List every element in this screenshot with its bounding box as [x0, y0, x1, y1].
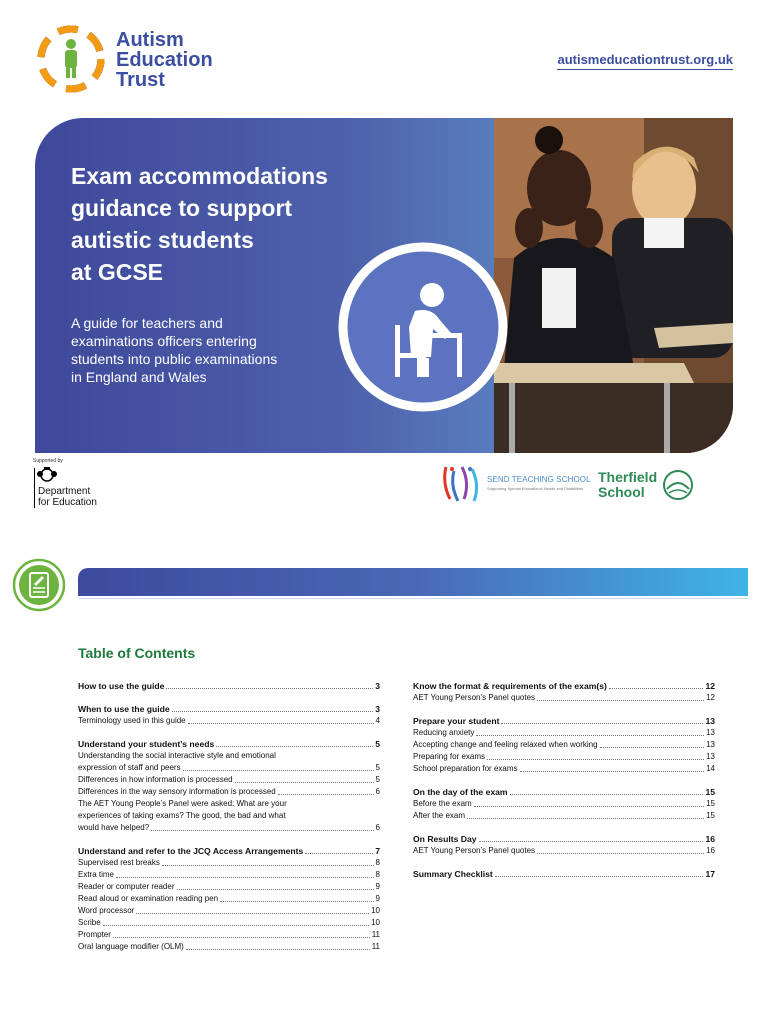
toc-entry-text: Understanding the social interactive style and emotional: [78, 751, 276, 760]
send-school-name: SEND TEACHING SCHOOL: [487, 475, 591, 484]
brand-line: Education: [116, 49, 213, 71]
toc-entry[interactable]: Understand and refer to the JCQ Access Arrangements 7: [78, 846, 380, 856]
toc-entry[interactable]: Extra time 8: [78, 870, 380, 879]
brand-line: Autism: [116, 29, 184, 51]
toc-entry[interactable]: Summary Checklist 17: [413, 869, 715, 879]
toc-entry[interactable]: AET Young Person’s Panel quotes 12: [413, 693, 715, 702]
toc-entry[interactable]: Scribe 10: [78, 918, 380, 927]
document-edit-icon: [12, 558, 66, 612]
document-title: Exam accommodations guidance to support autistic students at GCSE: [71, 163, 328, 285]
toc-entry-text: The AET Young People’s Panel were asked: What are your: [78, 799, 287, 808]
toc-entry[interactable]: expression of staff and peers 5: [78, 763, 380, 772]
student-writing-icon: [333, 237, 513, 417]
toc-entry[interactable]: After the exam 15: [413, 811, 715, 820]
royal-crest-icon: [36, 466, 58, 484]
toc-entry[interactable]: Understand your student’s needs 5: [78, 739, 380, 749]
toc-entry[interactable]: would have helped? 6: [78, 823, 380, 832]
students-exam-photo: [494, 118, 733, 453]
toc-entry[interactable]: Prepare your student 13: [413, 716, 715, 726]
dfe-name: Department for Education: [38, 486, 97, 508]
supported-by-dfe: [33, 458, 97, 508]
toc-entry[interactable]: Accepting change and feeling relaxed when working 13: [413, 740, 715, 749]
toc-entry[interactable]: Oral language modifier (OLM) 11: [78, 942, 380, 951]
toc-entry[interactable]: AET Young Person’s Panel quotes 16: [413, 846, 715, 855]
toc-right-column: [413, 680, 715, 880]
toc-entry[interactable]: Before the exam 15: [413, 799, 715, 808]
website-link[interactable]: autismeducationtrust.org.uk: [557, 52, 733, 70]
toc-entry[interactable]: Differences in the way sensory information is processed 6: [78, 787, 380, 796]
toc-entry[interactable]: On the day of the exam 15: [413, 787, 715, 797]
send-school-tagline: Supporting Special Educational Needs and Disabilities: [487, 486, 584, 491]
toc-left-column: [78, 680, 380, 953]
toc-entry[interactable]: Reader or computer reader 9: [78, 882, 380, 891]
supported-by-label: Supported by: [33, 458, 63, 464]
hero-banner: [35, 118, 733, 453]
aet-logo-icon: [34, 22, 108, 96]
therfield-school-name: Therfield School: [598, 469, 658, 500]
toc-entry[interactable]: Supervised rest breaks 8: [78, 858, 380, 867]
toc-entry[interactable]: Know the format & requirements of the exam(s) 12: [413, 681, 715, 691]
toc-entry[interactable]: Differences in how information is processed 5: [78, 775, 380, 784]
section-header-bar: [78, 568, 748, 596]
brand-line: Trust: [116, 69, 165, 91]
toc-entry[interactable]: Read aloud or examination reading pen 9: [78, 894, 380, 903]
document-subtitle: A guide for teachers and examinations officers entering students into public examinations in England and Wales: [71, 315, 278, 385]
therfield-crest-icon: [661, 469, 695, 501]
dfe-divider: [34, 468, 35, 508]
toc-heading: Table of Contents: [78, 645, 196, 661]
section-divider: [78, 598, 748, 599]
toc-entry[interactable]: On Results Day 16: [413, 834, 715, 844]
toc-entry-text: experiences of taking exams? The good, the bad and what: [78, 811, 286, 820]
toc-entry[interactable]: How to use the guide 3: [78, 681, 380, 691]
toc-entry[interactable]: Prompter 11: [78, 930, 380, 939]
toc-entry[interactable]: Preparing for exams 13: [413, 752, 715, 761]
toc-entry[interactable]: School preparation for exams 14: [413, 764, 715, 773]
toc-entry[interactable]: Terminology used in this guide 4: [78, 716, 380, 725]
brand-name: [116, 30, 213, 90]
toc-entry[interactable]: Word processor 10: [78, 906, 380, 915]
toc-entry[interactable]: When to use the guide 3: [78, 704, 380, 714]
toc-entry[interactable]: Reducing anxiety 13: [413, 728, 715, 737]
send-teaching-school-logo-icon: [440, 463, 590, 505]
